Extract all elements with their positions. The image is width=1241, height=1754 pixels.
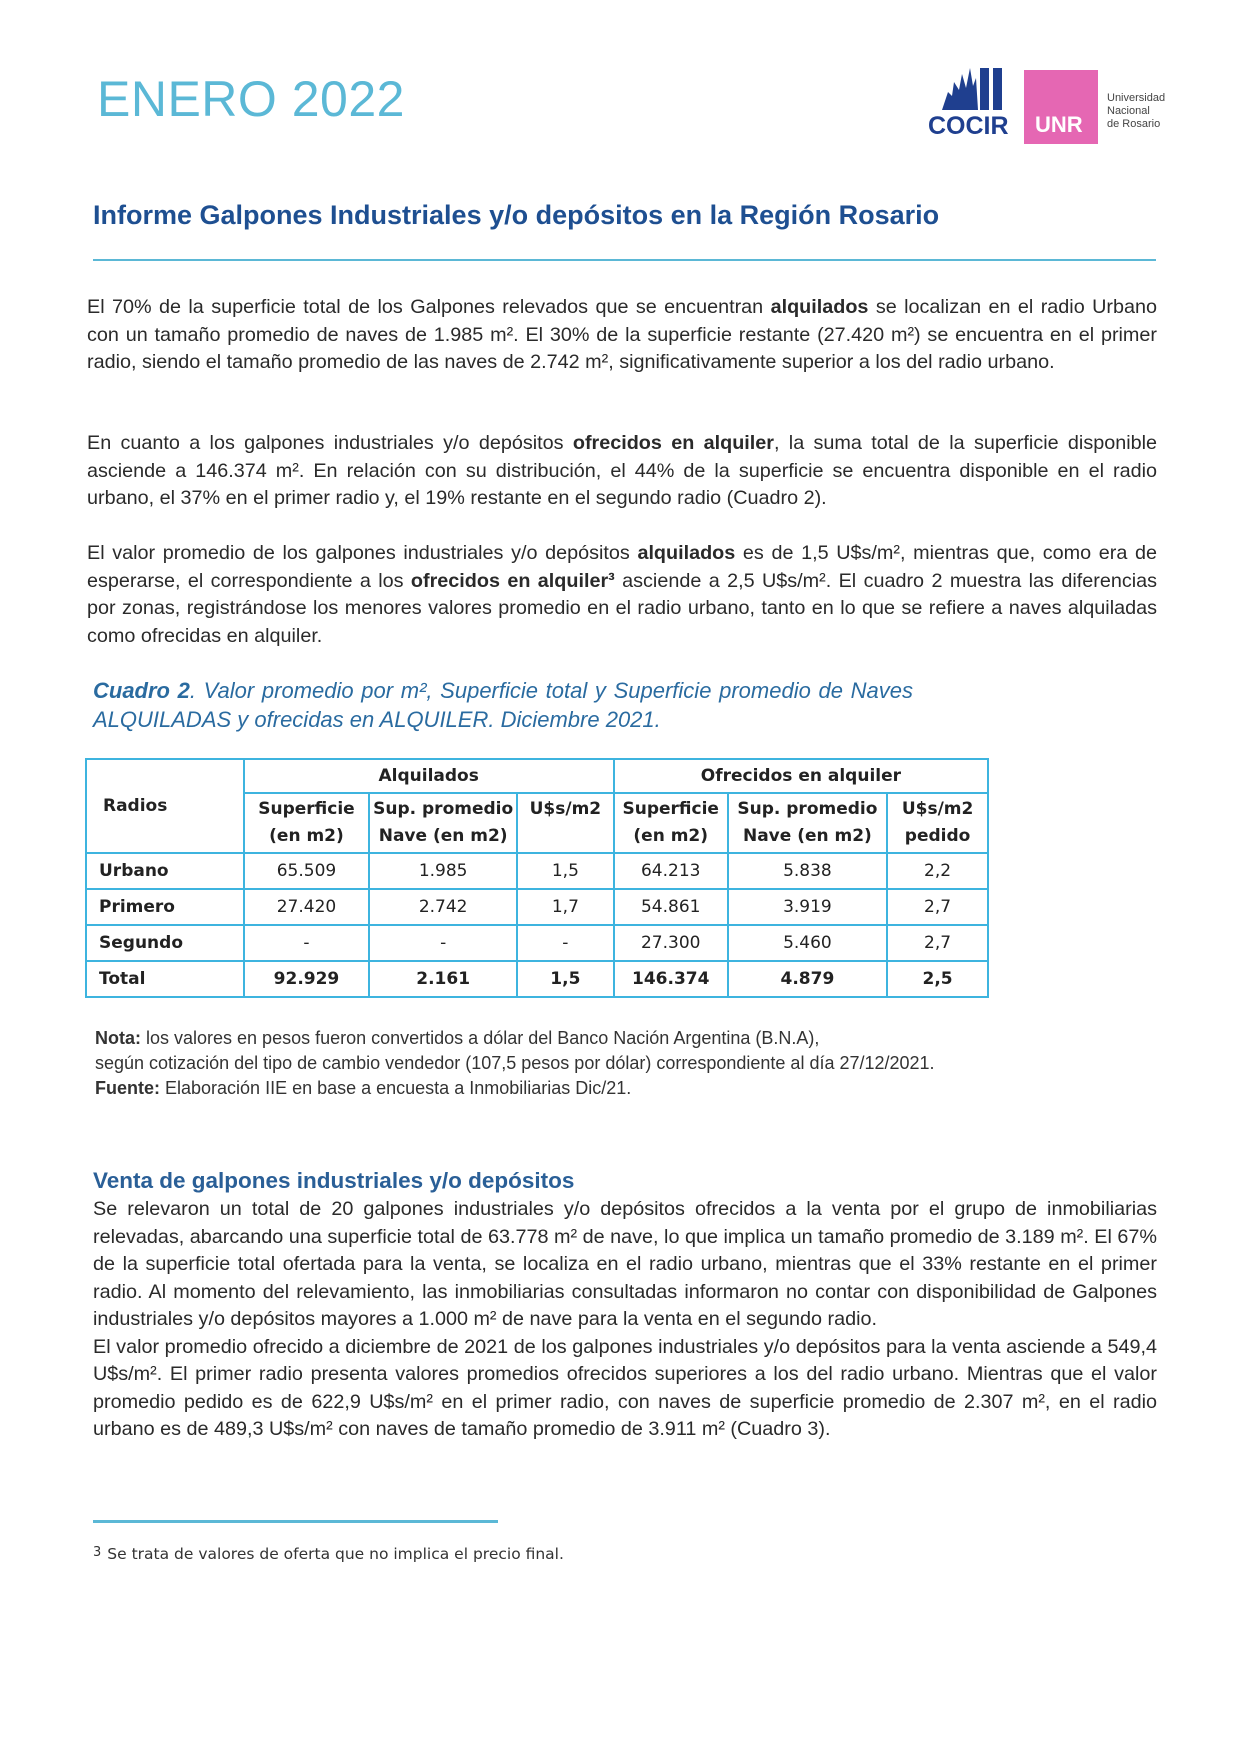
group-header-alquilados: Alquilados (244, 759, 614, 793)
column-header-line: Superficie (622, 799, 719, 819)
text-run: se localizan en el radio Urbano con un tamaño promedio de naves de 1.985 m². El 30% de la superficie restante (27.420 m²) se encuentra en el primer radio, siendo el tamaño promedio de las naves de 2.742 m², significativamente superior a los del radio urbano. (87, 296, 1157, 373)
table-cell: 2.742 (369, 889, 517, 925)
column-header-line: Sup. promedio (737, 799, 878, 819)
table-cell: 54.861 (614, 889, 728, 925)
text-run: , la suma total de la superficie disponible asciende a 146.374 m². En relación con su distribución, el 44% de la superficie se encuentra disponible en el radio urbano, el 37% en el primer radio y, el 19% restante en el segundo radio (Cuadro 2). (87, 432, 1158, 509)
row-label: Segundo (86, 925, 244, 961)
table-cell: 2.161 (369, 961, 517, 997)
row-label: Total (86, 961, 244, 997)
table-caption (93, 676, 913, 734)
table-cell: 2,2 (887, 853, 988, 889)
table-row (86, 889, 988, 925)
text-run: El valor promedio de los galpones industriales y/o depósitos (87, 542, 638, 564)
column-header-line: Nave (en m2) (378, 826, 508, 846)
table-cell: - (517, 925, 614, 961)
footnote-divider (93, 1520, 498, 1523)
column-header-line: Sup. promedio (373, 799, 514, 819)
title-divider (93, 259, 1156, 261)
paragraph-2 (87, 430, 1157, 513)
bold-run: ofrecidos en alquiler³ (410, 569, 615, 592)
caption-text: . Valor promedio por m², Superficie total y Superficie promedio de Naves ALQUILADAS y ofrecidas en ALQUILER. Diciembre 2021. (93, 678, 913, 732)
nota-text: los valores en pesos fueron convertidos a dólar del Banco Nación Argentina (B.N.A), (141, 1028, 820, 1048)
footnote (93, 1545, 564, 1563)
unr-name-line: Universidad (1107, 92, 1166, 104)
venta-paragraph (93, 1196, 1157, 1444)
fuente-label: Fuente: (95, 1078, 160, 1098)
table-cell: 27.420 (244, 889, 370, 925)
table-row (86, 961, 988, 997)
text-run: asciende a 2,5 U$s/m². El cuadro 2 muestra las diferencias por zonas, registrándose los menores valores promedio en el radio urbano, tanto en lo que se refiere a naves alquiladas como ofrecidas en alquiler. (87, 569, 1157, 647)
table-cell: 1.985 (369, 853, 517, 889)
cocir-logo (928, 66, 1008, 142)
cuadro-2-table (85, 758, 989, 998)
table-cell: 4.879 (728, 961, 888, 997)
column-header (517, 793, 614, 853)
unr-name-line: de Rosario (1107, 118, 1161, 130)
venta-section-title: Venta de galpones industriales y/o depósitos (93, 1168, 575, 1193)
table-cell: 146.374 (614, 961, 728, 997)
radios-header: Radios (86, 759, 244, 853)
table-cell: 2,7 (887, 925, 988, 961)
unr-name (1107, 92, 1187, 131)
footnote-number: 3 (93, 1545, 102, 1560)
column-header (614, 793, 728, 853)
nota-label: Nota: (95, 1028, 141, 1048)
text-run: El 70% de la superficie total de los Galpones relevados que se encuentran (87, 296, 771, 318)
table-cell: 2,7 (887, 889, 988, 925)
column-header (244, 793, 370, 853)
table-cell: 27.300 (614, 925, 728, 961)
table-cell: 64.213 (614, 853, 728, 889)
table-row (86, 853, 988, 889)
bold-run: ofrecidos en alquiler (572, 432, 774, 454)
paragraph-1 (87, 294, 1157, 377)
table-cell: 5.460 (728, 925, 888, 961)
bold-run: alquilados (770, 296, 869, 318)
header-title: ENERO 2022 (97, 71, 405, 127)
column-header-line (518, 823, 613, 850)
report-title: Informe Galpones Industriales y/o depósitos en la Región Rosario (93, 200, 940, 230)
column-header-line: Nave (en m2) (742, 826, 872, 846)
text-run: es de 1,5 U$s/m², mientras que, como era de esperarse, el correspondiente a los (87, 542, 1157, 592)
paragraph-3 (87, 540, 1157, 650)
table-notes (95, 1026, 1155, 1101)
column-header-line: U$s/m2 (901, 799, 974, 819)
bold-run: alquilados (637, 542, 736, 564)
nota-line-1 (95, 1026, 1155, 1051)
unr-wordmark: UNR (1035, 112, 1083, 137)
column-header-line: (en m2) (633, 826, 709, 846)
unr-logo (1024, 70, 1098, 144)
venta-text-2: El valor promedio ofrecido a diciembre de 2021 de los galpones industriales y/o depósitos para la venta asciende a 549,4 U$s/m². El primer radio presenta valores promedios ofrecidos superiores a los del radio urbano. Mientras que el valor promedio pedido es de 622,9 U$s/m² en el primer radio, con naves de superficie promedio de 2.307 m², en el radio urbano es de 489,3 U$s/m² con naves de tamaño promedio de 3.911 m² (Cuadro 3). (93, 1335, 1157, 1440)
table-cell: 65.509 (244, 853, 370, 889)
cocir-flame-icon (928, 66, 1008, 112)
column-header-line: (en m2) (269, 826, 344, 846)
column-header (887, 793, 988, 853)
table-cell: 1,5 (517, 853, 614, 889)
text-run: En cuanto a los galpones industriales y/o depósitos (87, 432, 573, 454)
table-cell: 92.929 (244, 961, 370, 997)
table-cell: - (369, 925, 517, 961)
column-header (728, 793, 888, 853)
column-header (369, 793, 517, 853)
nota-line-2: según cotización del tipo de cambio vendedor (107,5 pesos por dólar) correspondiente al día 27/12/2021. (95, 1053, 935, 1073)
table-cell: 2,5 (887, 961, 988, 997)
row-label: Primero (86, 889, 244, 925)
cocir-wordmark: COCIR (928, 112, 1009, 140)
group-header-ofrecidos: Ofrecidos en alquiler (614, 759, 988, 793)
row-label: Urbano (86, 853, 244, 889)
fuente-line (95, 1076, 1155, 1101)
table-cell: 1,5 (517, 961, 614, 997)
table-cell: 3.919 (728, 889, 888, 925)
table-cell: 1,7 (517, 889, 614, 925)
footnote-text: Se trata de valores de oferta que no implica el precio final. (107, 1545, 564, 1563)
caption-label: Cuadro 2 (93, 678, 190, 703)
unr-name-line: Nacional (1107, 105, 1150, 117)
column-header-line: pedido (904, 826, 971, 846)
logos (928, 62, 1168, 142)
fuente-text: Elaboración IIE en base a encuesta a Inmobiliarias Dic/21. (160, 1078, 632, 1098)
column-header-line: Superficie (258, 799, 355, 819)
table-cell: - (244, 925, 370, 961)
table-cell: 5.838 (728, 853, 888, 889)
venta-text-1: Se relevaron un total de 20 galpones industriales y/o depósitos ofrecidos a la venta por el grupo de inmobiliarias relevadas, abarcando una superficie total de 63.778 m² de nave, lo que implica un tamaño promedio de 3.189 m². El 67% de la superficie total ofertada para la venta, se localiza en el radio urbano, mientras que el 33% restante en el primer radio. Al momento del relevamiento, las inmobiliarias consultadas informaron no contar con disponibilidad de Galpones industriales y/o depósitos mayores a 1.000 m² de nave para la venta en el segundo radio. (93, 1198, 1157, 1330)
column-header-line: U$s/m2 (529, 799, 602, 819)
table-row (86, 925, 988, 961)
